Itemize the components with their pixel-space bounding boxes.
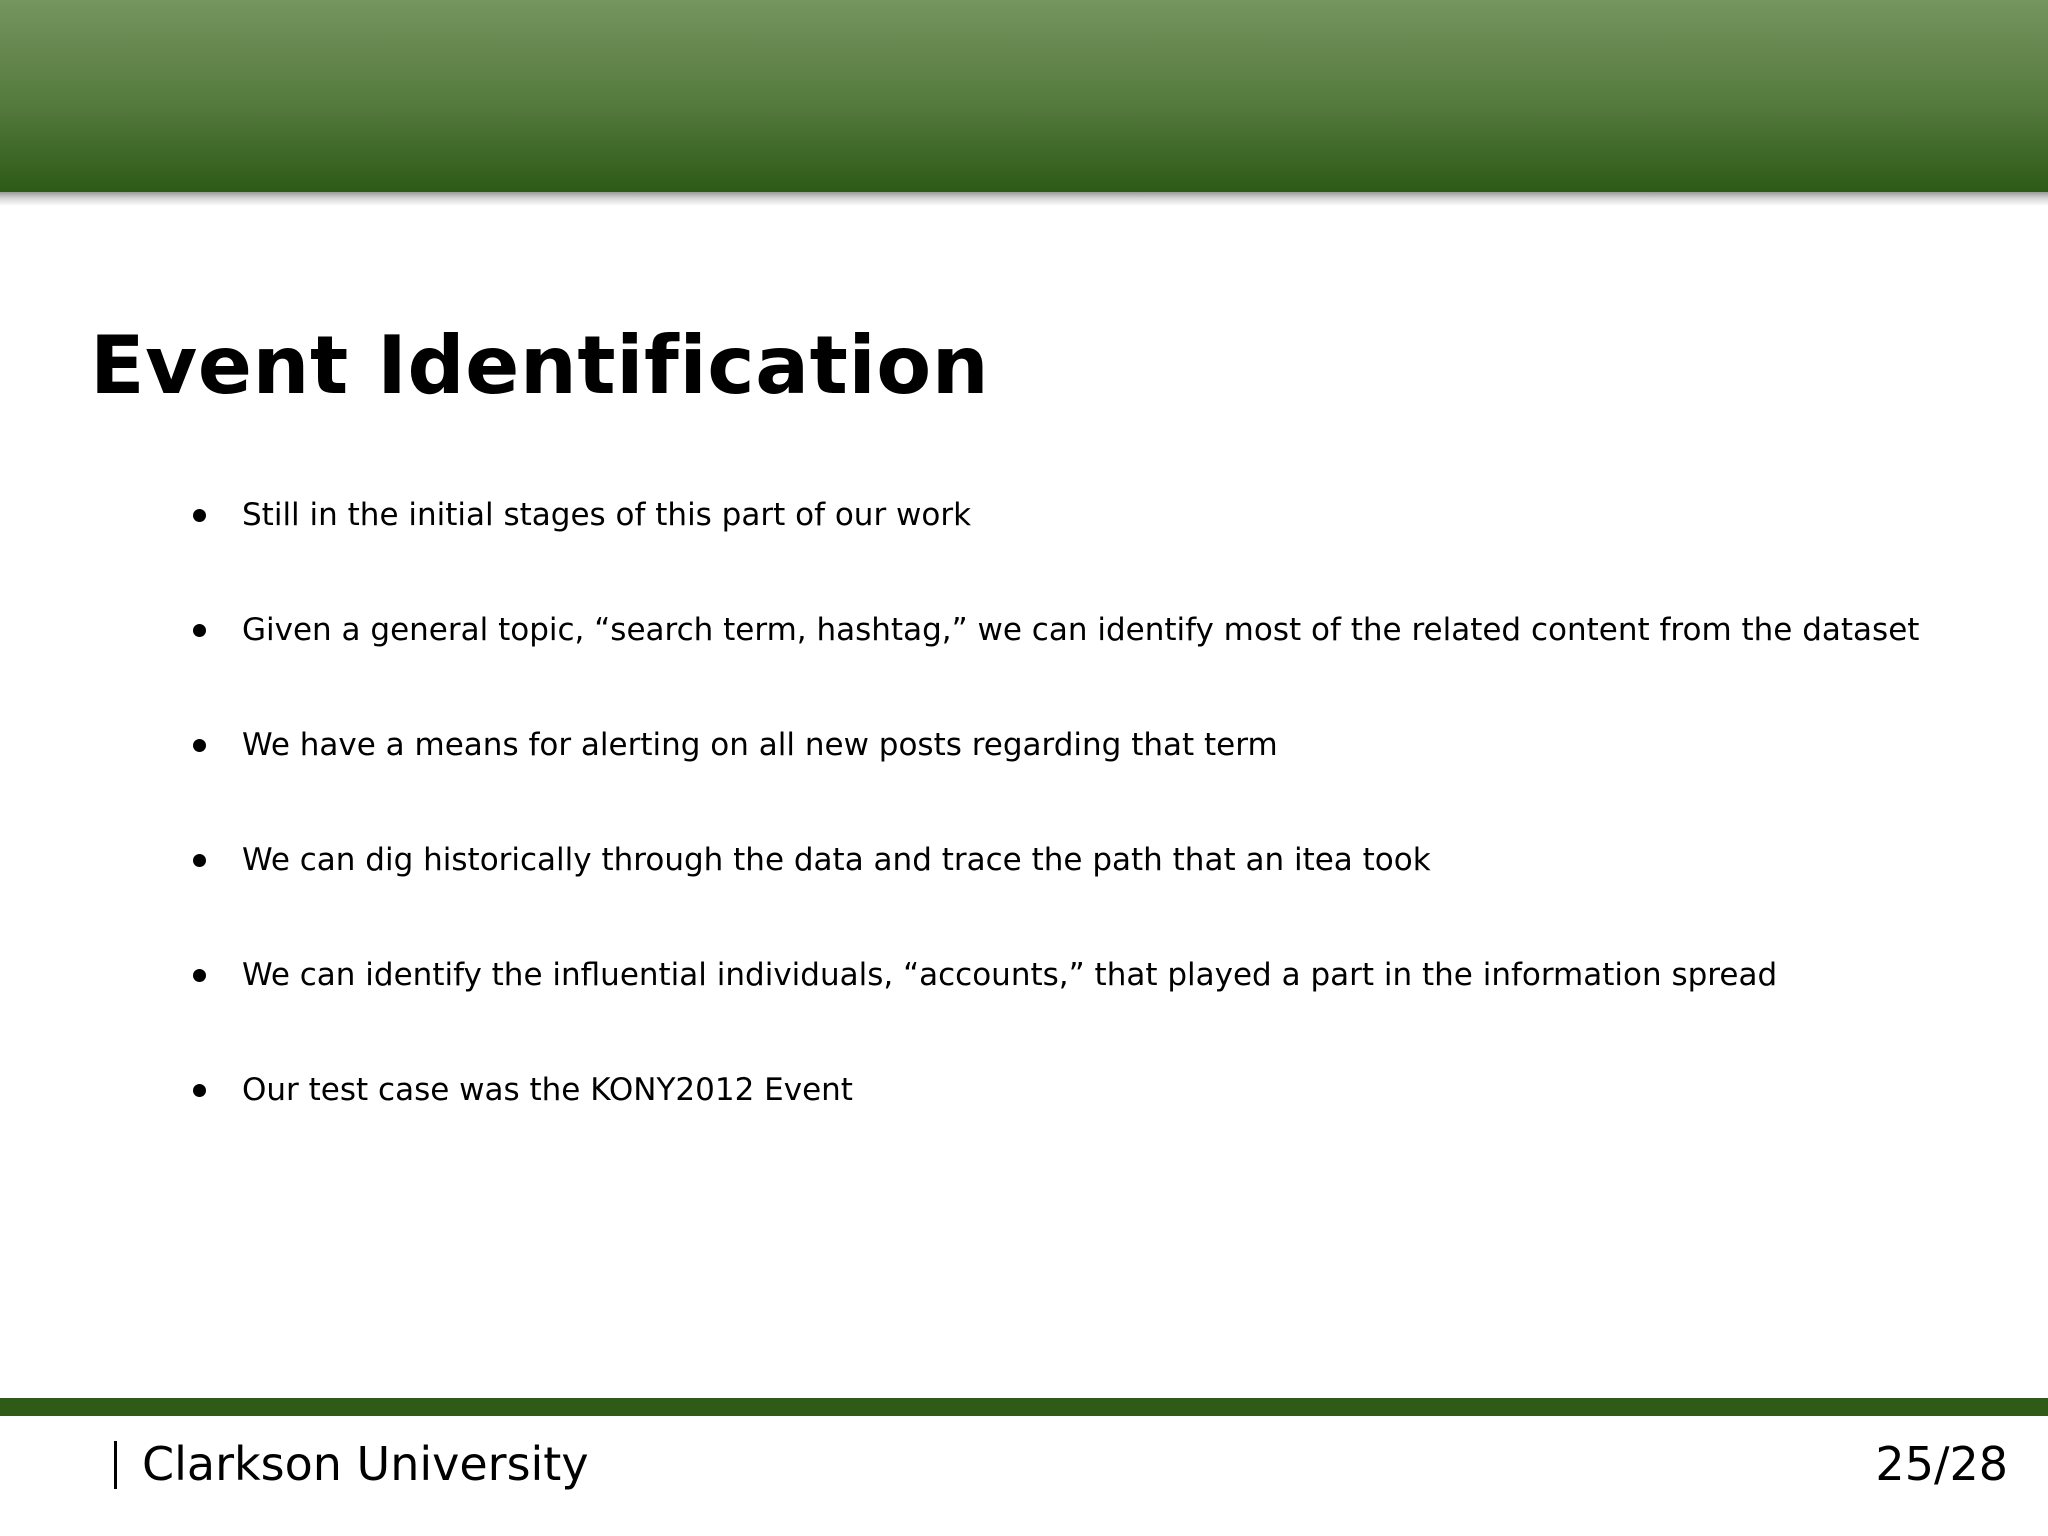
- bullet-item: [190, 950, 1990, 1000]
- bullet-text: We have a means for alerting on all new posts regarding that term: [242, 727, 1278, 763]
- header-band: [0, 0, 2048, 192]
- bullet-item: [190, 720, 1990, 770]
- footer-organization: Clarkson University: [142, 1437, 589, 1491]
- bullet-text: We can identify the influential individuals, “accounts,” that played a part in the information spread: [242, 957, 1778, 993]
- bullet-text: Given a general topic, “search term, hashtag,” we can identify most of the related content from the dataset: [242, 612, 1920, 648]
- page-number: 25/28: [1875, 1437, 2008, 1491]
- bullet-dot-icon: [193, 624, 206, 637]
- bullet-text: We can dig historically through the data and trace the path that an itea took: [242, 842, 1431, 878]
- bullet-dot-icon: [193, 854, 206, 867]
- bullet-dot-icon: [193, 739, 206, 752]
- bullet-text: Our test case was the KONY2012 Event: [242, 1072, 853, 1108]
- bullet-dot-icon: [193, 509, 206, 522]
- bullet-item: [190, 490, 1990, 540]
- bullet-item: [190, 835, 1990, 885]
- bullet-item: [190, 1065, 1990, 1115]
- bullet-dot-icon: [193, 1084, 206, 1097]
- bullet-dot-icon: [193, 969, 206, 982]
- footer-divider: [114, 1441, 117, 1489]
- footer-bar: [0, 1398, 2048, 1416]
- bullet-item: [190, 605, 1990, 655]
- bullet-text: Still in the initial stages of this part of our work: [242, 497, 972, 533]
- slide-title: Event Identification: [90, 319, 990, 412]
- header-shadow: [0, 192, 2048, 206]
